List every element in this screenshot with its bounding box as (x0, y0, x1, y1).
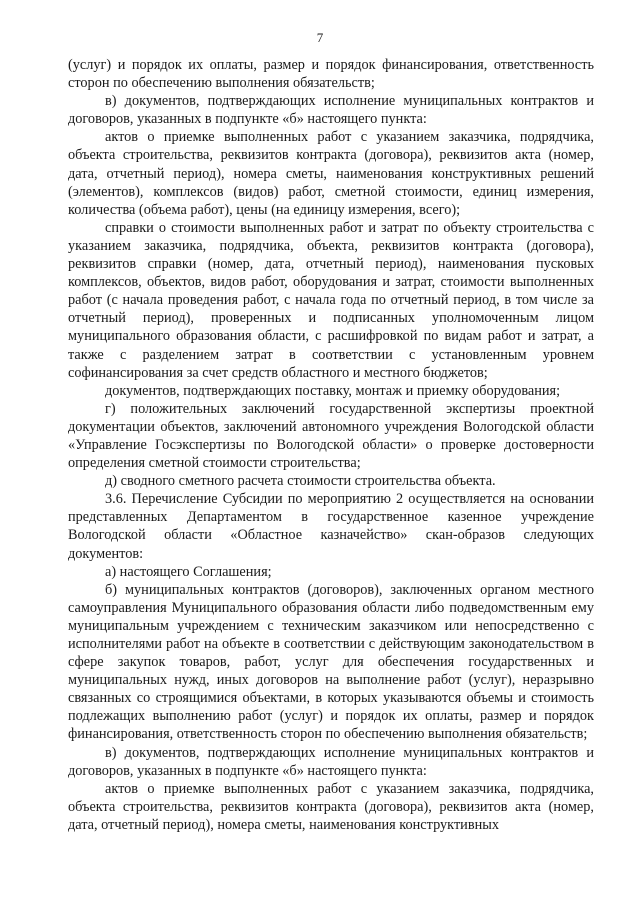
paragraph-item-g: г) положительных заключений государственной экспертизы проектной документации объектов, заключений автономного учреждения Вологодской области «Управление Госэкспертизы по Вологодской области» о проверке достоверности определения сметной стоимости строительства; (68, 400, 594, 472)
paragraph-acts: актов о приемке выполненных работ с указанием заказчика, подрядчика, объекта строительства, реквизитов контракта (договора), реквизитов акта (номер, дата, отчетный период), номера сметы, наименования конструктивных решений (элементов), комплексов (видов) работ, сметной стоимости, единиц измерения, количества (объема работ), цены (на единицу измерения, всего); (68, 129, 594, 218)
paragraph-item-v: в) документов, подтверждающих исполнение муниципальных контрактов и договоров, указанных в подпункте «б» настоящего пункта: (68, 93, 594, 128)
paragraph-section-3-6: 3.6. Перечисление Субсидии по мероприятию 2 осуществляется на основании представленных Департаментом в государственное казенное учреждение Вологодской области «Областное казначейство» скан-образов следующих документов: (68, 491, 594, 562)
paragraph-item-b: б) муниципальных контрактов (договоров), заключенных органом местного самоуправления Муниципального образования области либо подведомственным ему муниципальным учреждением с техническим заказчиком или непосредственно с исполнителями работ на объекте в соответствии с действующим законодательством в сфере закупок товаров, работ, услуг для обеспечения государственных и муниципальных нужд, иных договоров на выполнение работ (услуг), неразрывно связанных со строящимися объектами, в которых указываются объемы и стоимость подлежащих выполнению работ (услуг) и порядок их оплаты, размер и порядок финансирования, ответственность сторон по обеспечению выполнения обязательств; (68, 581, 594, 743)
paragraph-continuation: (услуг) и порядок их оплаты, размер и порядок финансирования, ответственность сторон по обеспечению выполнения обязательств; (68, 57, 594, 92)
paragraph-item-v-repeat: в) документов, подтверждающих исполнение муниципальных контрактов и договоров, указанных в подпункте «б» настоящего пункта: (68, 744, 594, 779)
page-number: 7 (316, 30, 324, 45)
paragraph-cost-certificate: справки о стоимости выполненных работ и затрат по объекту строительства с указанием заказчика, подрядчика, объекта, реквизитов контракта (договора), реквизитов справки (номер, дата, отчетный период), наименования пусковых комплексов, объектов, видов работ, оборудования и затрат, стоимости выполненных работ (с начала проведения работ, с начала года по отчетный период, в том числе за отчетный период), проверенных и подписанных уполномоченным лицом муниципального образования области, с расшифровкой по видам работ и затрат, а также с разделением затрат в соответствии с установленным уровнем софинансирования за счет средств областного и местного бюджетов; (68, 219, 594, 381)
document-body (68, 56, 594, 834)
paragraph-equipment-documents: документов, подтверждающих поставку, монтаж и приемку оборудования; (105, 382, 561, 399)
paragraph-acts-repeat: актов о приемке выполненных работ с указанием заказчика, подрядчика, объекта строительства, реквизитов контракта (договора), реквизитов акта (номер, дата, отчетный период), номера сметы, наименования конструктивных (68, 780, 594, 833)
paragraph-item-a: а) настоящего Соглашения; (105, 563, 272, 580)
paragraph-item-d: д) сводного сметного расчета стоимости строительства объекта. (105, 473, 496, 490)
